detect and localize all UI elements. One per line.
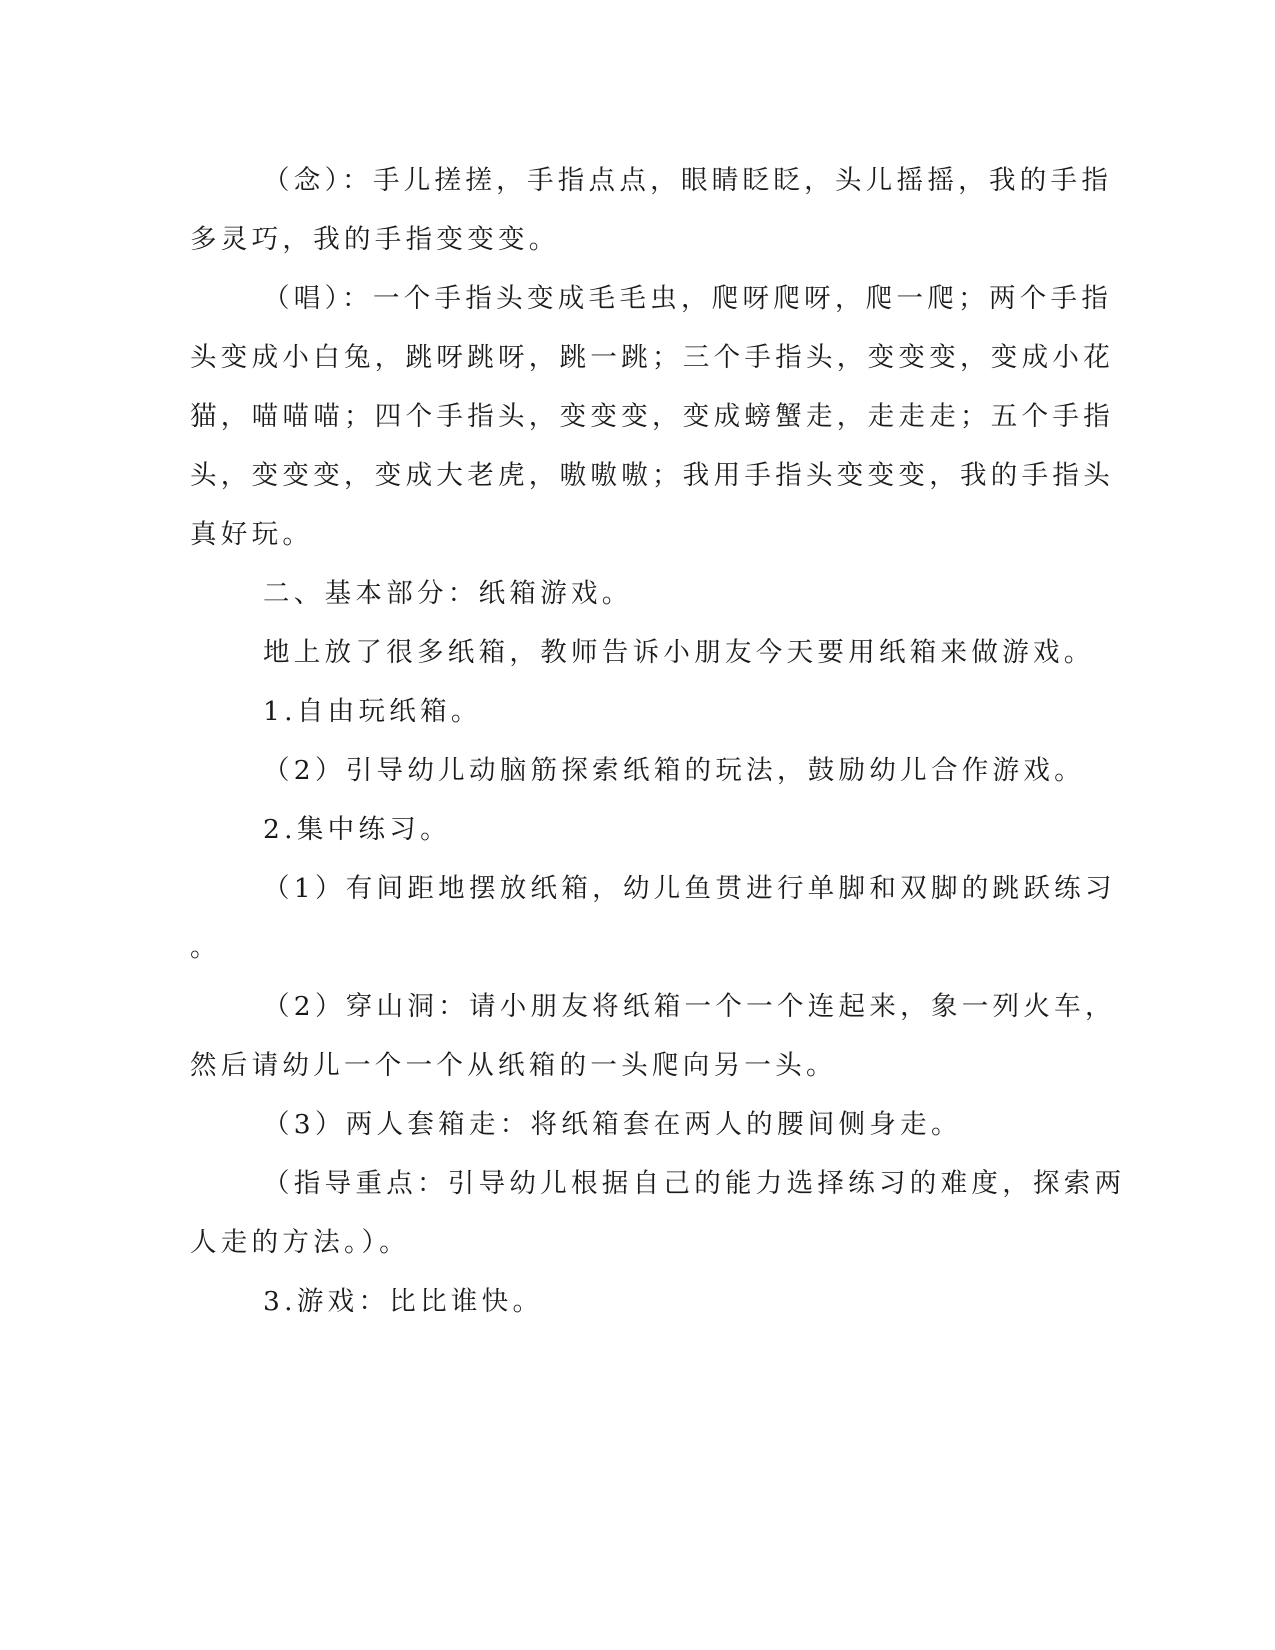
list-item-heading: 2.集中练习。 — [263, 814, 451, 845]
text-line: 猫，喵喵喵；四个手指头，变变变，变成螃蟹走，走走走；五个手指 — [190, 401, 1114, 432]
text-line: （2）穿山洞：请小朋友将纸箱一个一个连起来，象一列火车， — [263, 991, 1116, 1022]
text-line: 地上放了很多纸箱，教师告诉小朋友今天要用纸箱来做游戏。 — [263, 637, 1095, 668]
section-heading: 二、基本部分：纸箱游戏。 — [263, 578, 633, 609]
text-line: 头，变变变，变成大老虎，嗷嗷嗷；我用手指头变变变，我的手指头 — [190, 460, 1114, 491]
list-item-heading: 1.自由玩纸箱。 — [263, 696, 482, 727]
text-line: 。 — [190, 932, 221, 963]
text-line: （3）两人套箱走：将纸箱套在两人的腰间侧身走。 — [263, 1109, 962, 1140]
text-line: （指导重点：引导幼儿根据自己的能力选择练习的难度，探索两 — [263, 1168, 1126, 1199]
text-line: 然后请幼儿一个一个从纸箱的一头爬向另一头。 — [190, 1050, 837, 1081]
text-line: 多灵巧，我的手指变变变。 — [190, 224, 560, 255]
text-line: （2）引导幼儿动脑筋探索纸箱的玩法，鼓励幼儿合作游戏。 — [263, 755, 1085, 786]
text-line: 人走的方法。）。 — [190, 1227, 410, 1258]
text-line: 真好玩。 — [190, 519, 314, 550]
text-line: （唱）：一个手指头变成毛毛虫，爬呀爬呀，爬一爬；两个手指 — [263, 283, 1113, 314]
list-item-heading: 3.游戏：比比谁快。 — [263, 1286, 544, 1317]
text-line: （念）：手儿搓搓，手指点点，眼睛眨眨，头儿摇摇，我的手指 — [263, 165, 1113, 196]
text-line: 头变成小白兔，跳呀跳呀，跳一跳；三个手指头，变变变，变成小花 — [190, 342, 1114, 373]
text-line: （1）有间距地摆放纸箱，幼儿鱼贯进行单脚和双脚的跳跃练习 — [263, 873, 1116, 904]
